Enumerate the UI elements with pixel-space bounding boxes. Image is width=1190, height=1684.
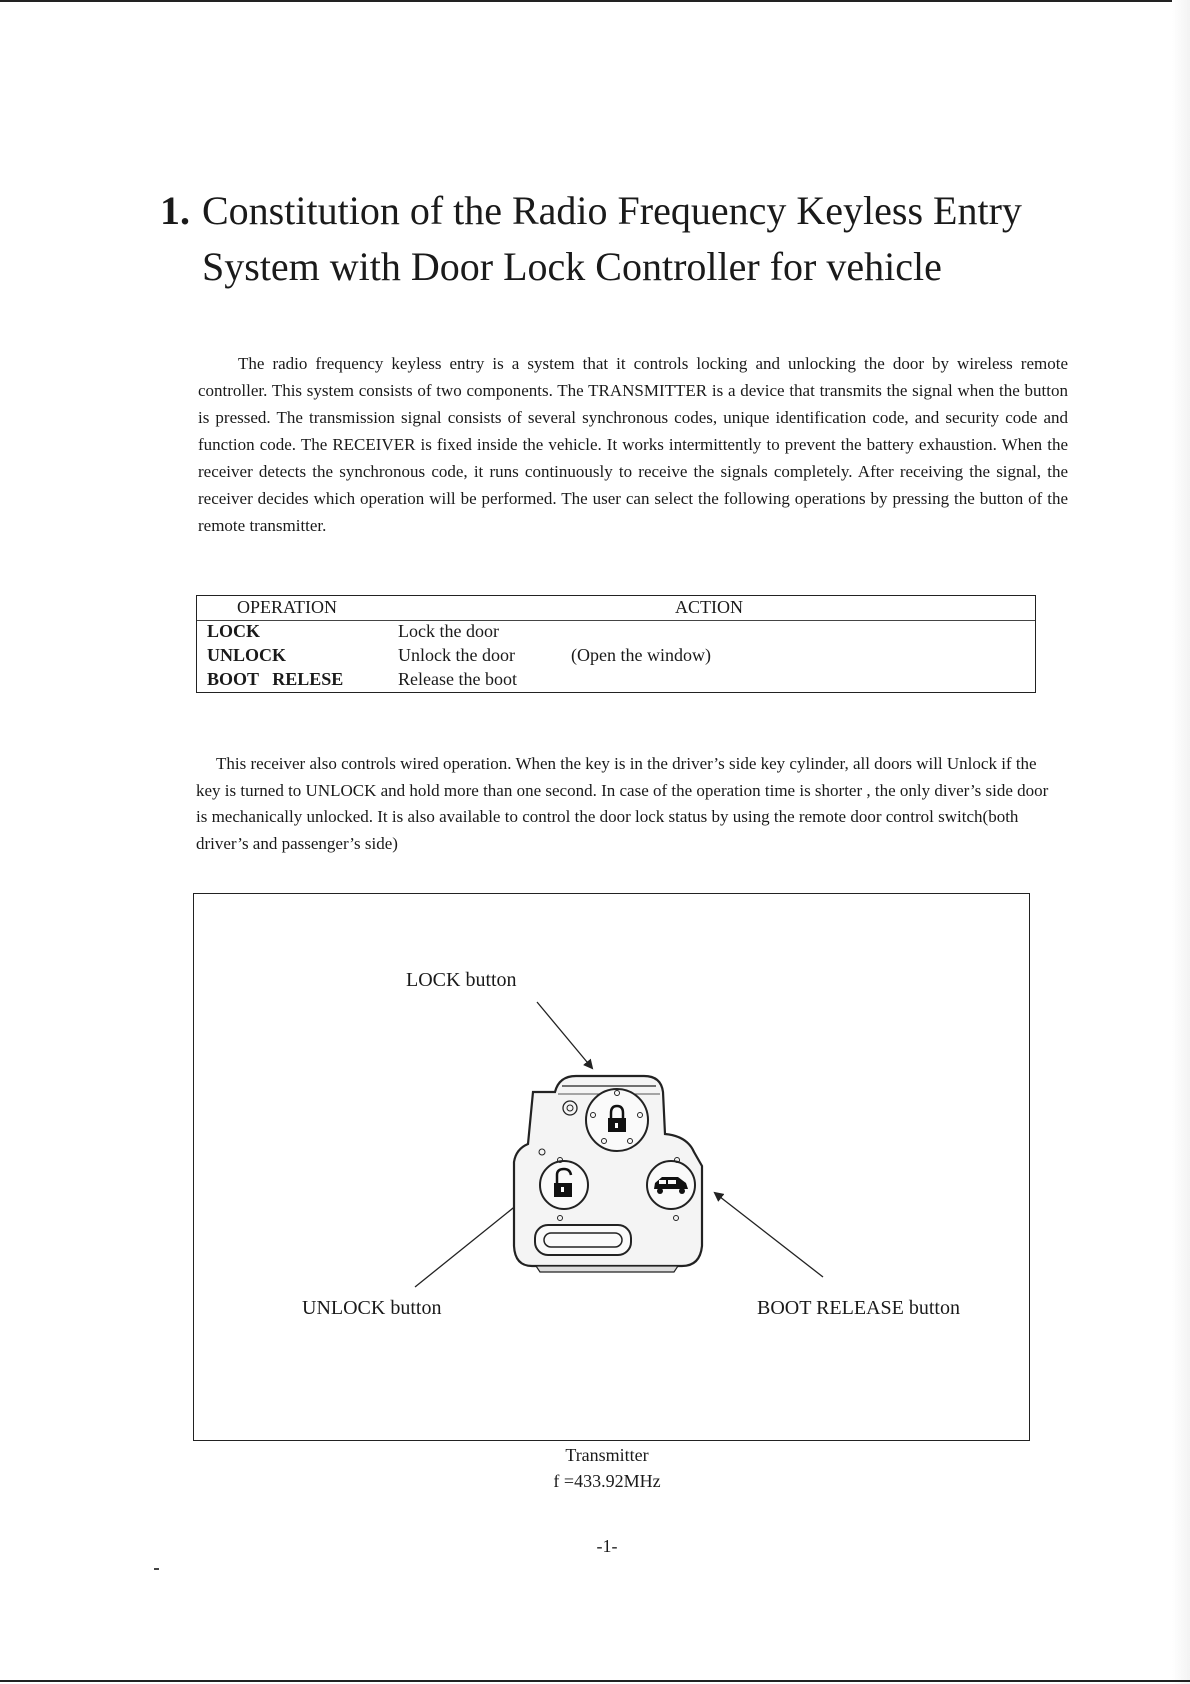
page-number: -1- [596,1536,618,1556]
section-number: 1. [160,188,190,233]
operation-name: LOCK [207,621,261,641]
bottom-slot [535,1225,631,1255]
section-title [160,183,1060,295]
boot-release-button-label: BOOT RELEASE button [757,1297,960,1319]
header-action: ACTION [675,597,743,617]
wired-operation-paragraph: This receiver also controls wired operation. When the key is in the driver’s side key cylinder, all doors will Unlock if the key is turned to UNLOCK and hold more than one second. In case of the operation time is shorter , the only diver’s side door is mechanically unlocked. It is also available to control the door lock status by using the remote door control switch(both driver’s and passenger’s side) [196,754,1049,853]
page-margin-shadow [1172,0,1190,1684]
figure-caption: Transmitter [565,1445,649,1465]
frequency-caption: f =433.92MHz [553,1471,661,1491]
header-operation: OPERATION [237,597,338,617]
operation-table-header [197,596,1035,621]
unlock-button-label: UNLOCK button [302,1297,442,1319]
operation-action: Release the boot [398,669,517,689]
operation-action: Lock the door [398,621,499,641]
table-row [207,645,1007,669]
boot-arrow [715,1193,823,1277]
operation-name: BOOT RELESE [207,669,344,689]
title-line-1: Constitution of the Radio Frequency Keyless Entry [202,188,1022,233]
operation-table [196,595,1036,693]
title-line-2: System with Door Lock Controller for vehicle [202,244,942,289]
scan-mark [154,1568,159,1570]
operation-action: Unlock the door [398,645,515,665]
lock-button-label: LOCK button [406,969,517,991]
table-row [207,621,1007,645]
intro-paragraph: The radio frequency keyless entry is a system that it controls locking and unlocking the door by wireless remote controller. This system consists of two components. The TRANSMITTER is a device that transmits the signal when the button is pressed. The transmission signal consists of several synchronous codes, unique identification code, and security code and function code. The RECEIVER is fixed inside the vehicle. It works intermittently to prevent the battery exhaustion. When the receiver detects the synchronous code, it runs continuously to receive the signals completely. After receiving the signal, the receiver decides which operation will be performed. The user can select the following operations by pressing the button of the remote transmitter. [198,354,1068,535]
transmitter-figure [193,893,1030,1441]
operation-note: (Open the window) [571,645,711,665]
table-row [207,669,1007,693]
lock-button-graphic [586,1089,648,1151]
transmitter-diagram [194,894,1031,1442]
top-rule [0,0,1190,2]
operation-name: UNLOCK [207,645,287,665]
lock-arrow [537,1002,592,1068]
bottom-rule [0,1680,1190,1682]
